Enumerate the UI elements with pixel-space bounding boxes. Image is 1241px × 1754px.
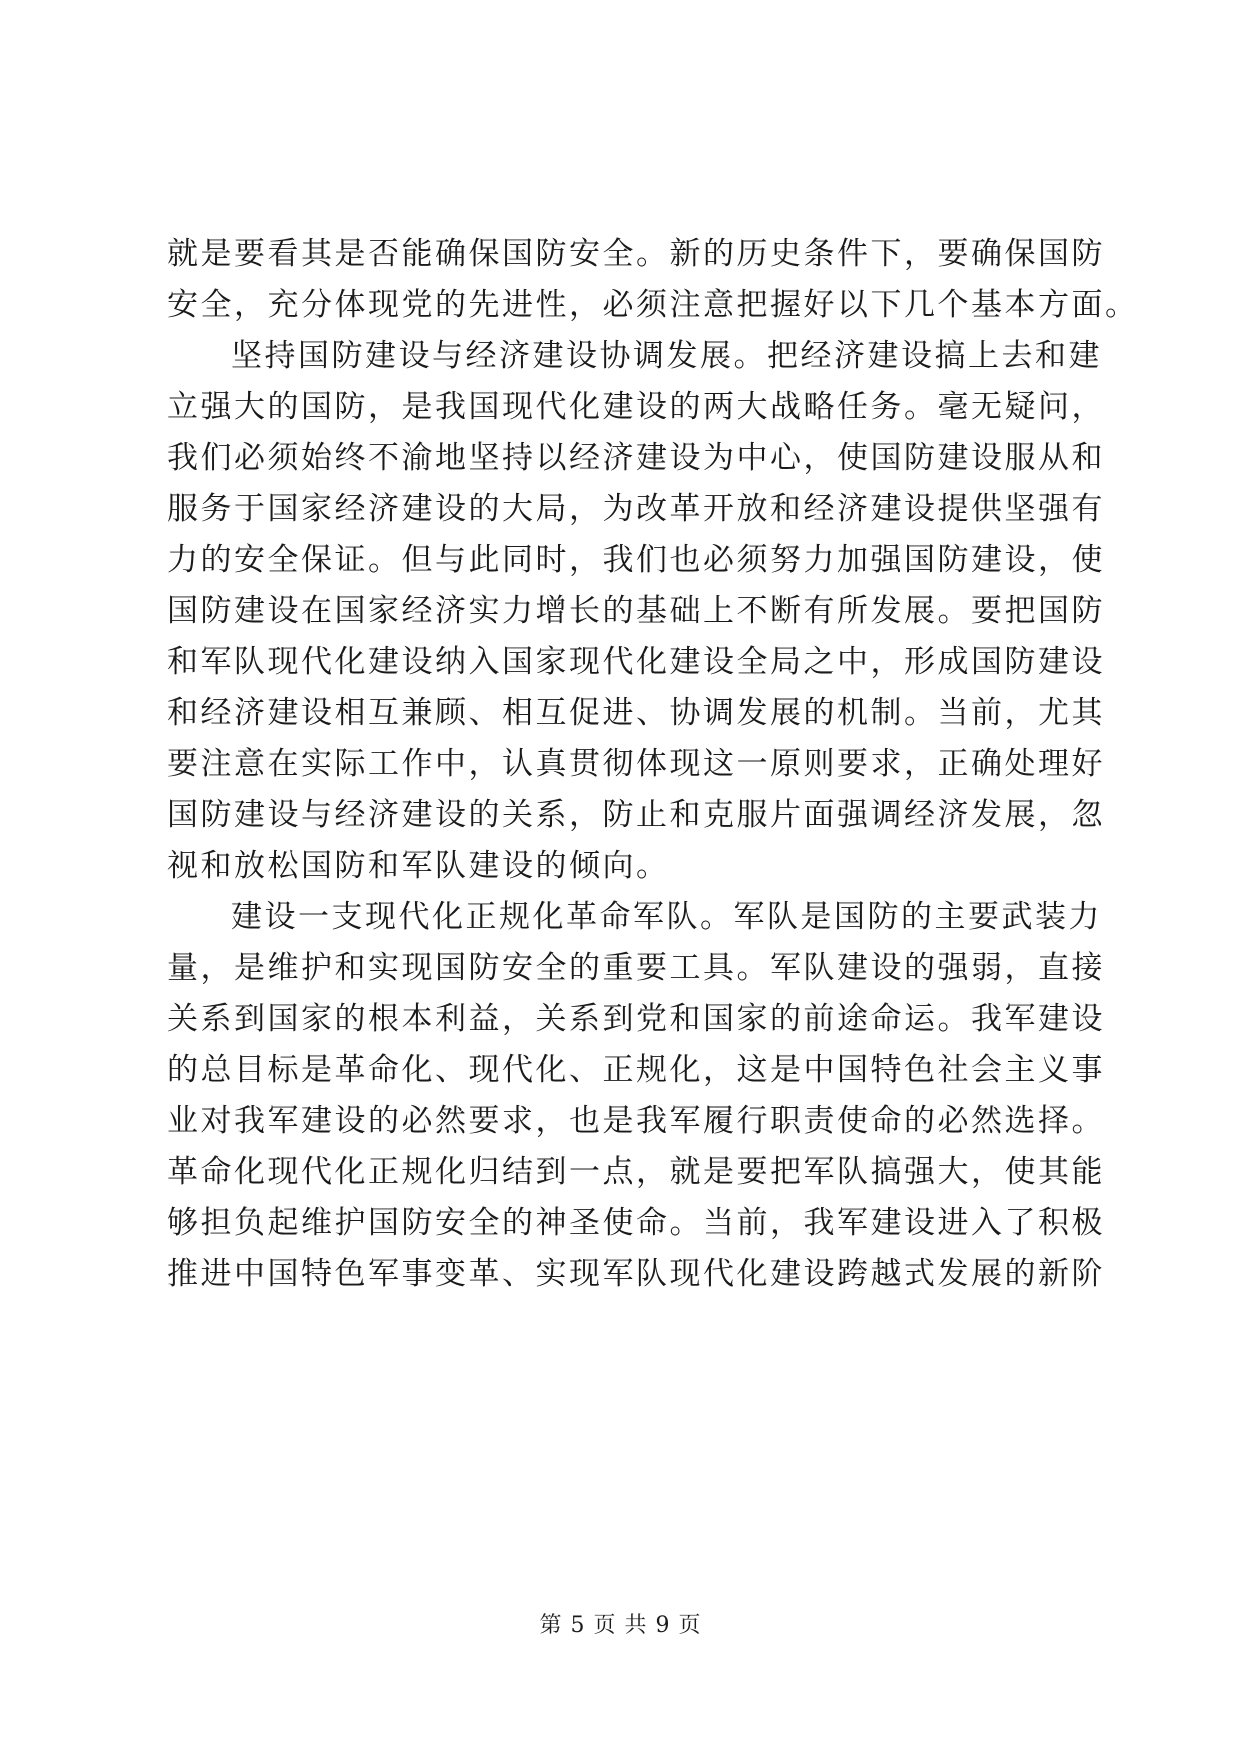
text-line: 和经济建设相互兼顾、相互促进、协调发展的机制。当前，尤其 [167, 695, 1105, 731]
text-line: 够担负起维护国防安全的神圣使命。当前，我军建设进入了积极 [167, 1205, 1105, 1241]
text-line: 国防建设与经济建设的关系，防止和克服片面强调经济发展，忽 [167, 797, 1105, 833]
text-line: 的总目标是革命化、现代化、正规化，这是中国特色社会主义事 [167, 1052, 1105, 1088]
text-line: 服务于国家经济建设的大局，为改革开放和经济建设提供坚强有 [167, 491, 1105, 527]
text-line: 量，是维护和实现国防安全的重要工具。军队建设的强弱，直接 [167, 950, 1105, 986]
body-text [167, 229, 1139, 1300]
text-line: 立强大的国防，是我国现代化建设的两大战略任务。毫无疑问， [167, 389, 1105, 425]
page-number-footer: 第 5 页 共 9 页 [539, 1613, 702, 1638]
text-line: 视和放松国防和军队建设的倾向。 [167, 848, 670, 884]
text-line: 要注意在实际工作中，认真贯彻体现这一原则要求，正确处理好 [167, 746, 1105, 782]
text-line: 我们必须始终不渝地坚持以经济建设为中心，使国防建设服从和 [167, 440, 1105, 476]
text-line: 革命化现代化正规化归结到一点，就是要把军队搞强大，使其能 [167, 1154, 1105, 1190]
text-line: 国防建设在国家经济实力增长的基础上不断有所发展。要把国防 [167, 593, 1105, 629]
text-line: 就是要看其是否能确保国防安全。新的历史条件下，要确保国防 [167, 236, 1105, 272]
text-line: 和军队现代化建设纳入国家现代化建设全局之中，形成国防建设 [167, 644, 1105, 680]
paragraph-heading-line: 建设一支现代化正规化革命军队。军队是国防的主要武装力 [231, 899, 1102, 935]
text-line: 推进中国特色军事变革、实现军队现代化建设跨越式发展的新阶 [167, 1256, 1105, 1292]
text-line: 业对我军建设的必然要求，也是我军履行职责使命的必然选择。 [167, 1103, 1105, 1139]
text-line: 关系到国家的根本利益，关系到党和国家的前途命运。我军建设 [167, 1001, 1105, 1037]
text-line: 力的安全保证。但与此同时，我们也必须努力加强国防建设，使 [167, 542, 1105, 578]
paragraph-heading-line: 坚持国防建设与经济建设协调发展。把经济建设搞上去和建 [231, 338, 1102, 374]
text-line: 安全，充分体现党的先进性，必须注意把握好以下几个基本方面。 [167, 287, 1139, 323]
